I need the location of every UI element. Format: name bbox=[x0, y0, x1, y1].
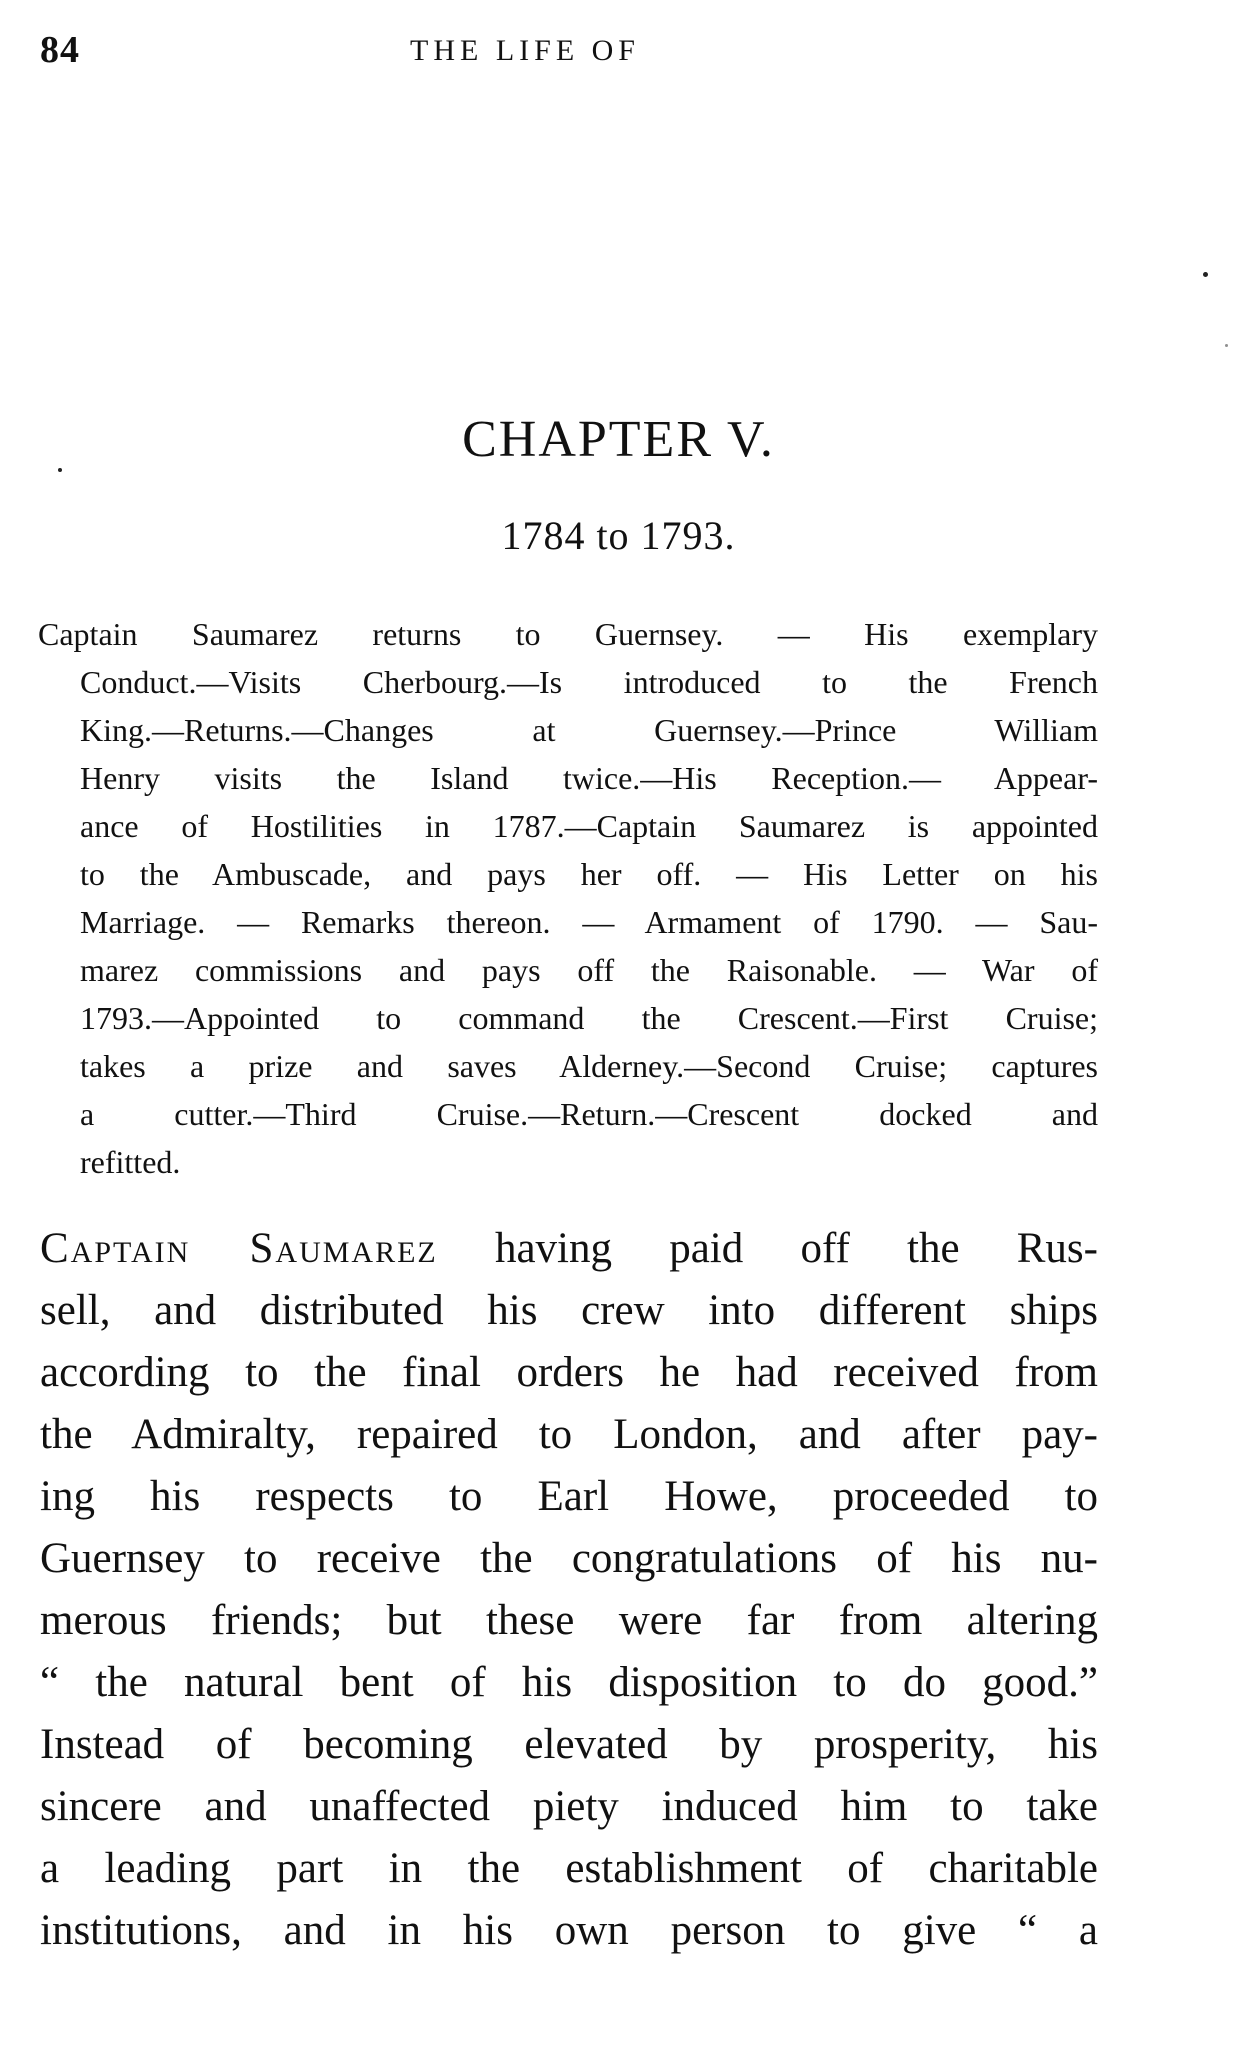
body-first-line bbox=[40, 1218, 1098, 1280]
chapter-years: 1784 to 1793. bbox=[501, 513, 736, 558]
body-line: the Admiralty, repaired to London, and after pay- bbox=[40, 1411, 1098, 1458]
body-line: sincere and unaffected piety induced him to take bbox=[40, 1783, 1098, 1830]
synopsis-line: Captain Saumarez returns to Guernsey. — His exemplary bbox=[38, 616, 1098, 652]
opening-small-caps: Captain Saumarez bbox=[40, 1225, 438, 1272]
body-line: “ the natural bent of his disposition to do good.” bbox=[40, 1659, 1098, 1706]
body-line: institutions, and in his own person to give “ a bbox=[40, 1907, 1098, 1954]
print-speck bbox=[1225, 344, 1228, 347]
page-number: 84 bbox=[40, 29, 80, 71]
body-line: sell, and distributed his crew into different ships bbox=[40, 1287, 1098, 1334]
synopsis-line: King.—Returns.—Changes at Guernsey.—Prince William bbox=[80, 712, 1098, 748]
body-line: merous friends; but these were far from altering bbox=[40, 1597, 1098, 1644]
running-title: THE LIFE OF bbox=[410, 34, 640, 67]
print-speck bbox=[58, 468, 62, 472]
running-head bbox=[40, 28, 1177, 78]
synopsis-line: marez commissions and pays off the Raisonable. — War of bbox=[80, 952, 1098, 988]
body-line: ing his respects to Earl Howe, proceeded to bbox=[40, 1473, 1098, 1520]
body-line: Guernsey to receive the congratulations of his nu- bbox=[40, 1535, 1098, 1582]
print-speck bbox=[1203, 272, 1208, 277]
synopsis-line: Henry visits the Island twice.—His Reception.— Appear- bbox=[80, 760, 1098, 796]
synopsis-line: to the Ambuscade, and pays her off. — His Letter on his bbox=[80, 856, 1098, 892]
synopsis-line: Conduct.—Visits Cherbourg.—Is introduced to the French bbox=[80, 664, 1098, 700]
synopsis-line: ance of Hostilities in 1787.—Captain Saumarez is appointed bbox=[80, 808, 1098, 844]
body-text bbox=[40, 1218, 1098, 1962]
synopsis-line: refitted. bbox=[80, 1144, 181, 1180]
synopsis-line: Marriage. — Remarks thereon. — Armament of 1790. — Sau- bbox=[80, 904, 1098, 940]
chapter-title: CHAPTER V. bbox=[462, 411, 775, 468]
synopsis-line: a cutter.—Third Cruise.—Return.—Crescent docked and bbox=[80, 1096, 1098, 1132]
chapter-synopsis bbox=[38, 610, 1098, 1186]
body-line: a leading part in the establishment of charitable bbox=[40, 1845, 1098, 1892]
first-line-rest: having paid off the Rus- bbox=[494, 1225, 1098, 1272]
body-line: Instead of becoming elevated by prosperity, his bbox=[40, 1721, 1098, 1768]
body-line: according to the final orders he had received from bbox=[40, 1349, 1098, 1396]
synopsis-line: 1793.—Appointed to command the Crescent.—First Cruise; bbox=[80, 1000, 1098, 1036]
synopsis-line: takes a prize and saves Alderney.—Second Cruise; captures bbox=[80, 1048, 1098, 1084]
